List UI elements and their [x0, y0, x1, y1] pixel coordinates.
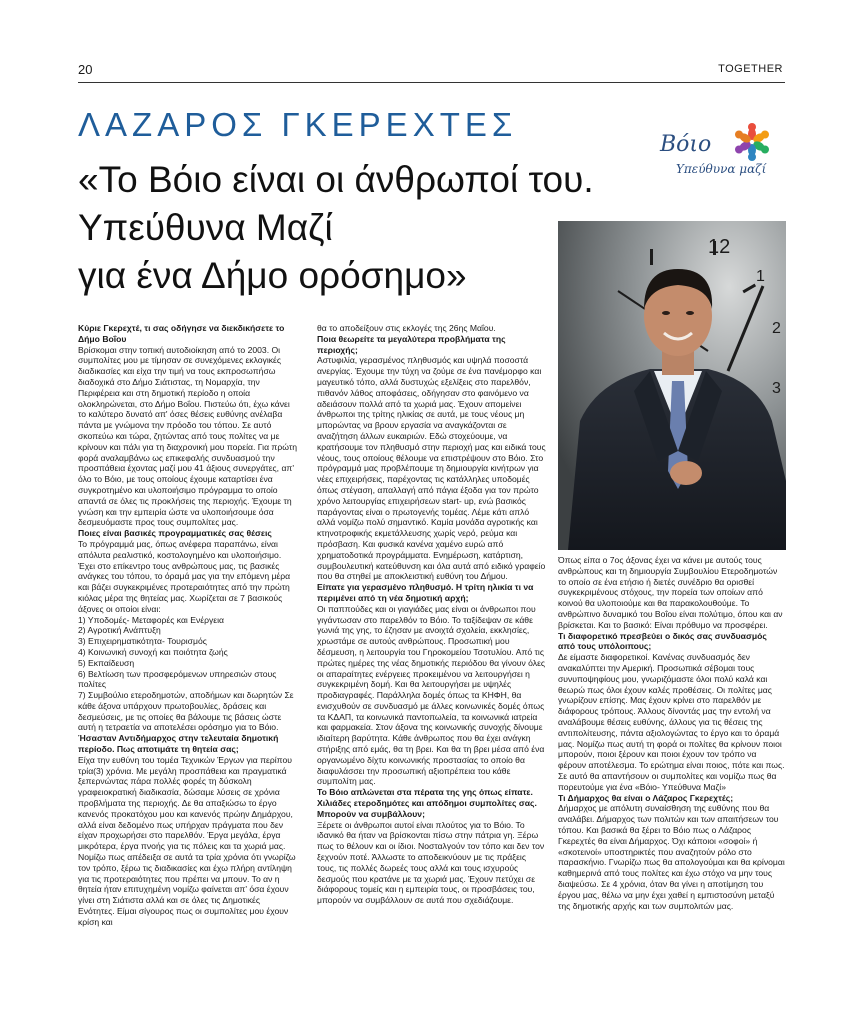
interview-question: Ήσασταν Αντιδήμαρχος στην τελευταία δημοτική περίοδο. Πως αποτιμάτε τη θητεία σας;: [78, 733, 279, 755]
clock-number: 2: [772, 320, 781, 337]
article-column-1: [78, 323, 298, 973]
interview-answer: 1) Υποδομές- Μεταφορές και Ενέργεια: [78, 614, 224, 625]
page-number: 20: [78, 62, 93, 77]
clock-number: 12: [708, 236, 731, 258]
interview-question: Κύριε Γκερεχτέ, τι σας οδήγησε να διεκδικήσετε το Δήμο Βοΐου: [78, 323, 285, 344]
magazine-name: TOGETHER: [718, 63, 783, 75]
interview-answer: Είχα την ευθύνη του τομέα Τεχνικών Έργων για περίπου τρία(3) χρόνια. Με μεγάλη προσπάθεια και πραγματικά ξεπερνώντας πάρα πολλές φορές τη δύσκολη γραφειοκρατική διαδικασία, δώσαμε λύσεις σε χρόνια προβλήματα της περιοχής. Δε θα απαξιώσω το έργο κανενός προκατόχου μου και κανενός πρώην Δημάρχου, αλλά είναι δεδομένο πως υπήρχαν πράγματα που δεν είχαν προχωρήσει στο παρελθόν. Έργα μεγάλα, έργα μικρότερα, έργα πνοής για τις πόλεις και τα χωριά μας. Νομίζω πως απέδειξα σε αυτά τα τρία χρόνια ότι γνωρίζω τον τρόπο, ξέρω τις διαδικασίες και έχω πλήρη αντίληψη για τις προτεραιότητες που πρέπει να μπουν. Το αν η θητεία ήταν επιτυχημένη νομίζω φαίνεται απ' όσα έχουν γίνει στη Σιάτιστα αλλά και σε όλες τις Δημοτικές Ενότητες. Είμαι σίγουρος πως οι συμπολίτες μου έχουν κρίση και: [78, 754, 296, 927]
headline-line: Υπεύθυνα Μαζί: [78, 207, 333, 248]
interview-answer: 4) Κοινωνική συνοχή και ποιότητα ζωής: [78, 646, 228, 657]
interview-answer: Αστυφιλία, γερασμένος πληθυσμός και υψηλά ποσοστά ανεργίας. Έχουμε την τύχη να ζούμε σε ένα πανέμορφο και μαγευτικό τόπο, αλλά δυστυχώς εξελίξεις στο παρελθόν, πιθανόν λάθος αποφάσεις, οδήγησαν στο φαινόμενο να αδειάσουν πολλά από τα χωριά μας. Έχουν απομείνει άνθρωποι της τρίτης ηλικίας σε αυτά, με τους νέους μη μπορώντας να βρουν εργασία να αναγκάζονται σε αναζήτηση άλλων ευκαιριών. Εδώ στοχεύουμε, να κρατήσουμε τον πληθυσμό στην περιοχή μας και ειδικά τους νέους, τους οποίους θέλουμε να επιστρέψουν στο Βόιο. Στο πρόγραμμά μας προβλέπουμε τη δημιουργία κινήτρων για νέες επιχειρήσεις, παρέχοντας τις κατάλληλες υποδομές όπως στέγαση, απαλλαγή από πάγια έξοδα για τον πρώτο χρόνο λειτουργίας επιχειρήσεων start- up, ενώ βασικός παράγοντας είναι ο πρωτογενής τομέας. Λέμε κάτι απλό αλλά νομίζω πολύ σημαντικό. Καμία μονάδα αγροτικής και κτηνοτροφικής εκμετάλλευσης χωρίς νερό, ρεύμα και πρόσβαση. Και φυσικά κανένα χαμένο ευρώ από χρηματοδοτικά προγράμματα. Ενημέρωση, κατάρτιση, συμβουλευτική κατεύθυνση και όλα αυτά από ειδικό γραφείο που θα στηθεί με αποκλειστική ευθύνη του Δήμου.: [317, 355, 546, 582]
interview-answer: Όπως είπα ο 7ος άξονας έχει να κάνει με αυτούς τους ανθρώπους και τη δημιουργία Συμβουλίου Ετεροδημοτών το οποίο σε ένα ετήσιο ή διετές συνέδριο θα ορισθεί συγκεκριμένους στόχους, την πορεία των οποίων από κοινού θα υλοποιούμε και θα παρακολουθούμε. Το ανθρώπινο δυναμικό του Βοΐου είναι πολύτιμο, όπου και αν βρίσκεται. Και το βασικό: Είναι πρόθυμο να προσφέρει.: [558, 555, 783, 630]
people-circle-icon: [728, 118, 776, 166]
interview-question: Είπατε για γερασμένο πληθυσμό. Η τρίτη ηλικία τι να περιμένει από τη νέα δημοτική αρχή;: [317, 582, 534, 603]
interview-question: Το Βόιο απλώνεται στα πέρατα της γης όπως είπατε. Χιλιάδες ετεροδημότες και απόδημοι συμπολίτες σας. Μπορούν να συμβάλλουν;: [317, 787, 537, 819]
clock-number: 1: [756, 268, 765, 285]
interview-answer: Οι παππούδες και οι γιαγιάδες μας είναι οι άνθρωποι που γιγάντωσαν στο παρελθόν το Βόιο. Το ταξίδεψαν σε κάθε γωνιά της γης, το έζησαν με ανοιχτά σχολεία, εκκλησίες, χρωστάμε σε αυτούς ανθρώπους. Προσωπική μου δέσμευση, η λειτουργία του Γηροκομείου Τσοτυλίου. Από τις πρώτες ημέρες της νέας δημοτικής περιόδου θα γίνουν όλες οι απαραίτητες ενέργειες προκειμένου να λειτουργήσει η συγκεκριμένη δομή. Και θα λειτουργήσει με υψηλές προδιαγραφές. Παράλληλα δομές όπως τα ΚΗΦΗ, θα ενισχυθούν σε συνδυασμό με άλλες κοινωνικές δομές όπως τα ΚΔΑΠ, τα κοινωνικά παντοπωλεία, τα κοινωνικά ιατρεία και φαρμακεία. Στον άξονα της κοινωνικής συνοχής δίνουμε ιδιαίτερη βαρύτητα. Κάθε άνθρωπος που θα έχει ανάγκη στήριξης από εμάς, θα τη βρει. Και θα τη βρει μέσα από ένα οργανωμένο δίχτυ κοινωνικής προστασίας το οποίο θα διαφυλάσσει την προσωπική αξιοπρέπεια του κάθε συμπολίτη μας.: [317, 603, 546, 787]
interview-question: Ποια θεωρείτε τα μεγαλύτερα προβλήματα της περιοχής;: [317, 333, 506, 355]
logo-text-sub: Υπεύθυνα μαζί: [676, 162, 767, 176]
interview-answer: Δήμαρχος με απόλυτη συναίσθηση της ευθύνης που θα αναλάβει. Δήμαρχος των πολιτών και των απαιτήσεων του τόπου. Και βασικά θα ξέρει το Βόιο πως ο Λάζαρος Γκερεχτές θα είναι Δήμαρχος. Όχι κάποιοι «σοφοί» ή «σκοτεινοί» υποστηρικτές που αναζητούν ρόλο στο παρασκήνιο. Γνωρίζω πως θα απολογούμαι και θα κρίνομαι καθημερινά από τους πολίτες και έχω στόχο να μην τους διαψεύσω. Σε 4 χρόνια, όταν θα γίνει η αποτίμηση του έργου μας, θέλω να μην έχει χαθεί η εμπιστοσύνη μεταξύ της δημοτικής αρχής και των συμπολιτών μας.: [558, 803, 785, 911]
interview-answer: Δε είμαστε διαφορετικοί. Κανένας συνδυασμός δεν ανακαλύπτει την Αμερική. Προσωπικά σέβομαι τους συνυποψηφίους μου, γνωριζόμαστε όλοι πολύ καλά και θεωρώ πως όλοι έχουν καλές προθέσεις. Οι πολίτες μας γνωρίζουν επίσης. Μας έχουν κρίνει στο παρελθόν με διάφορους τρόπους. Άλλους δίνοντάς μας την εντολή να αναλάβουμε θέσεις ευθύνης, άλλους για τις θέσεις της αντιπολίτευσης, πάντα αξιολογώντας το έργο και το όραμά μας. Νομίζω πως αυτή τη φορά οι πολίτες θα κρίνουν ποιοι μπορούν, ποιοι ξέρουν και ποιοι έχουν τον τρόπο να φέρουν αποτέλεσμα. Το ερώτημα είναι ποιος, πότε και πως. Σε αυτό θα απαντήσουν οι συμπολίτες και νομίζω πως θα πορευτούμε για ένα «Βόιο- Υπεύθυνα Μαζί»: [558, 652, 785, 792]
interview-answer: 3) Επιχειρηματικότητα- Τουρισμός: [78, 636, 207, 647]
interview-question: Τι Δήμαρχος θα είναι ο Λάζαρος Γκερεχτές;: [558, 792, 734, 803]
interview-answer: Το πρόγραμμά μας, όπως ανέφερα παραπάνω, είναι απόλυτα ρεαλιστικό, κοστολογημένο και υλοποιήσιμο. Έχει στο επίκεντρο τους ανθρώπους μας, τις βασικές ανάγκες του τόπου, το όραμά μας για την επόμενη μέρα και βάζει συγκεκριμένες προτεραιότητες από την πρώτη κιόλας μέρα της θητείας μας. Χωρίζεται σε 7 βασικούς άξονες οι οποίοι είναι:: [78, 538, 291, 614]
interview-question: Τι διαφορετικό πρεσβεύει ο δικός σας συνδυασμός από τους υπόλοιπους;: [558, 630, 767, 652]
header-divider: [78, 82, 785, 83]
interview-answer: 6) Βελτίωση των προσφερόμενων υπηρεσιών στους πολίτες: [78, 668, 277, 690]
headline-line: για ένα Δήμο ορόσημο»: [78, 255, 467, 296]
interview-question: Ποιες είναι βασικές προγραμματικές σας θέσεις: [78, 528, 272, 539]
author-name: ΛΑΖΑΡΟΣ ΓΚΕΡΕΧΤΕΣ: [78, 106, 518, 143]
article-headline: [78, 156, 638, 300]
interview-answer: θα το αποδείξουν στις εκλογές της 26ης Μαΐου.: [317, 323, 496, 333]
interview-answer: Βρίσκομαι στην τοπική αυτοδιοίκηση από το 2003. Οι συμπολίτες μου με τίμησαν σε συνεχόμενες εκλογικές διαδικασίες και είχα την τιμή να τους εκπροσωπήσω διαδοχικά στο Δήμο Σιάτιστας, τη Νομαρχία, την Περιφέρεια και στη δημοτική περίοδο η οποία ολοκληρώνεται, στο Δήμο Βοΐου. Πιστεύω ότι, έχω κάνει το καλύτερο δυνατό απ' όσες θέσεις ευθύνης ανέλαβα πάντα με γνώμονα την πρόοδο του τόπου. Σε αυτό σκοπεύω και τώρα, ζητώντας από τους πολίτες να με κρίνουν και πάλι για τη διαχρονική μου πορεία. Για πρώτη φορά αναλαμβάνω ως επικεφαλής συνδυασμού την προσπάθεια έχοντας μαζί μου 41 άξιους συνεργάτες, απ' όλο το Βόιο, με τους οποίους έχουμε καταρτίσει ένα συγκροτημένο και υλοποιήσιμο πρόγραμμα το οποίο απαντά σε όλες τις προκλήσεις της περιοχής. Έχουμε τη γνώση και την εμπειρία ώστε να υλοποιήσουμε όσα δεσμευόμαστε προς τους συμπολίτες μας.: [78, 344, 298, 528]
campaign-logo: [654, 110, 784, 196]
article-column-2: [317, 323, 547, 973]
interview-answer: 7) Συμβούλιο ετεροδημοτών, αποδήμων και δωρητών Σε κάθε άξονα υπάρχουν πρωτοβουλίες, δράσεις και δεσμεύσεις, με τις οποίες θα βάλουμε τις βάσεις ώστε αυτή η τετραετία να αποτελέσει ορόσημο για το Βόιο.: [78, 690, 294, 733]
interview-answer: Ξέρετε οι άνθρωποι αυτοί είναι πλούτος για το Βόιο. Το ιδανικό θα ήταν να βρίσκονται πίσω στην πάτρια γη. Ξέρω πως το θέλουν και οι ίδιοι. Νοσταλγούν τον τόπο και δεν τον ξεχνούν ποτέ. Άλλωστε το αποδεικνύουν με τις πράξεις τους, τις πολλές δωρεές τους αλλά και τους ισχυρούς δεσμούς που κρατάνε με τα χωριά μας. Έχουν πετύχει σε διάφορους τομείς και η εμπειρία τους, οι προσβάσεις του, μπορούν να συμβάλλουν σε αυτά που σχεδιάζουμε.: [317, 819, 545, 906]
interview-answer: 2) Αγροτική Ανάπτυξη: [78, 625, 161, 636]
portrait-photo: [558, 221, 786, 550]
headline-line: «Το Βόιο είναι οι άνθρωποί του.: [78, 159, 594, 200]
interview-answer: 5) Εκπαίδευση: [78, 657, 135, 668]
logo-text-main: Βόιο: [660, 132, 712, 157]
article-column-3: [558, 555, 785, 975]
clock-number: 3: [772, 380, 781, 397]
